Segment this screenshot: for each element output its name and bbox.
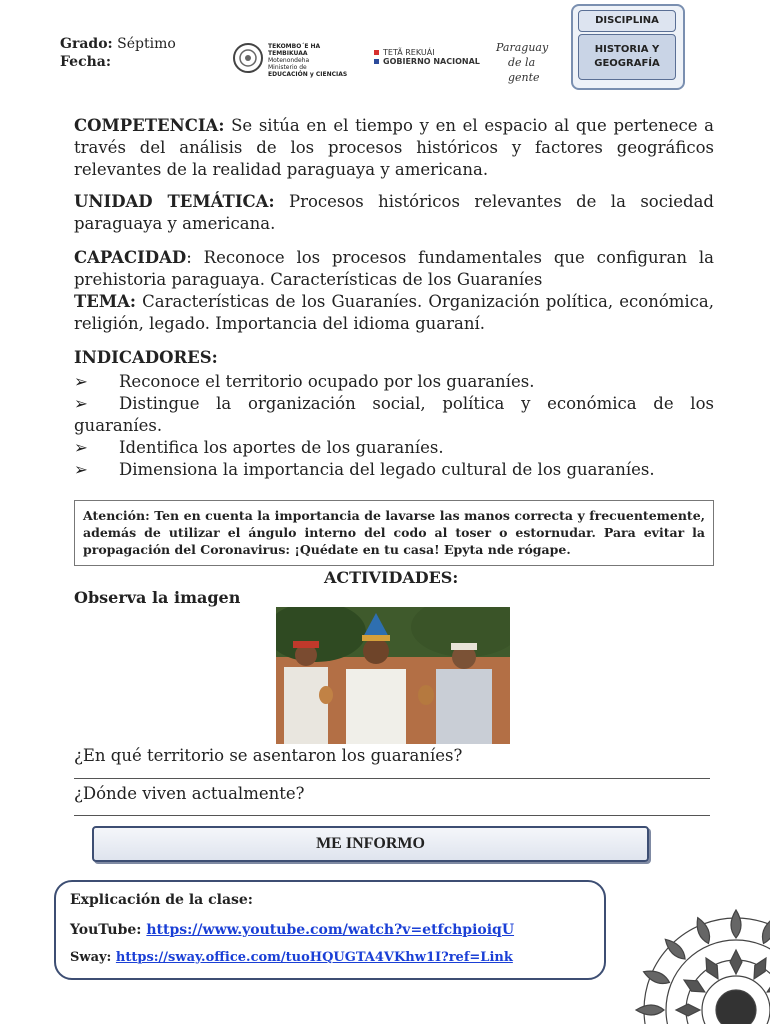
question-territorio: ¿En qué territorio se asentaron los guaraníes? bbox=[74, 746, 463, 765]
grado-line bbox=[60, 36, 176, 52]
indicador-text: Reconoce el territorio ocupado por los guaraníes. bbox=[119, 372, 535, 391]
mec-line1: TEKOMBO´E HA TEMBIKUAA bbox=[268, 43, 321, 57]
grado-label: Grado: bbox=[60, 36, 113, 52]
flag-red-icon bbox=[374, 50, 379, 55]
flag-blue-icon bbox=[374, 59, 379, 64]
youtube-link[interactable]: https://www.youtube.com/watch?v=etfchpioiqU bbox=[146, 922, 515, 938]
youtube-line bbox=[70, 922, 590, 938]
mandala-icon bbox=[606, 880, 770, 1024]
guarani-photo bbox=[276, 607, 510, 744]
grado-value: Séptimo bbox=[117, 36, 176, 52]
unidad-paragraph bbox=[74, 191, 714, 235]
answer-line bbox=[74, 778, 710, 779]
me-informo-banner: ME INFORMO bbox=[92, 826, 649, 862]
capacidad-label: CAPACIDAD bbox=[74, 248, 187, 267]
fecha-label: Fecha: bbox=[60, 54, 112, 70]
arrow-bullet-icon: ➢ bbox=[74, 394, 88, 413]
paraguay-logo bbox=[496, 40, 566, 84]
capacidad-text: : Reconoce los procesos fundamentales que configuran la prehistoria paraguaya. Características de los Guaraníes bbox=[74, 248, 714, 289]
gobierno-line2: GOBIERNO NACIONAL bbox=[383, 57, 480, 66]
arrow-bullet-icon: ➢ bbox=[74, 372, 88, 391]
indicador-item bbox=[74, 393, 714, 437]
competencia-text: Se sitúa en el tiempo y en el espacio al que pertenece a través del análisis de los procesos históricos y factores geográficos relevantes de la realidad paraguaya y americana. bbox=[74, 116, 714, 179]
gobierno-line1: TETÃ REKUÁI bbox=[383, 48, 435, 57]
competencia-paragraph bbox=[74, 115, 714, 181]
tema-label: TEMA: bbox=[74, 292, 137, 311]
sway-label: Sway: bbox=[70, 950, 112, 965]
indicadores-label: INDICADORES: bbox=[74, 348, 218, 367]
mec-seal-icon bbox=[232, 42, 264, 74]
disciplina-line1: HISTORIA Y bbox=[594, 44, 660, 55]
mandala-decoration bbox=[606, 880, 770, 1024]
tema-paragraph bbox=[74, 291, 714, 335]
mec-line2: Motenondeha bbox=[268, 57, 310, 64]
indicador-item bbox=[74, 371, 714, 393]
tema-text: Características de los Guaraníes. Organización política, económica, religión, legado. Importancia del idioma guaraní. bbox=[74, 292, 714, 333]
competencia-label: COMPETENCIA: bbox=[74, 116, 225, 135]
answer-line bbox=[74, 815, 710, 816]
covid-notice: Atención: Ten en cuenta la importancia de lavarse las manos correcta y frecuentemente, además de utilizar el ángulo interno del codo al toser o estornudar. Para evitar la propagación del Coronavirus: ¡Quédate en tu casa! Epyta nde rógape. bbox=[74, 500, 714, 566]
indicador-text: Distingue la organización social, política y económica de los guaraníes. bbox=[74, 394, 714, 435]
paraguay-line2: de la gente bbox=[508, 56, 540, 84]
mec-logo bbox=[232, 42, 360, 78]
unidad-text: Procesos históricos relevantes de la sociedad paraguaya y americana. bbox=[74, 192, 714, 233]
actividades-title: ACTIVIDADES: bbox=[324, 568, 459, 587]
gobierno-logo bbox=[374, 48, 489, 70]
unidad-label: UNIDAD TEMÁTICA: bbox=[74, 192, 275, 211]
indicador-text: Dimensiona la importancia del legado cultural de los guaraníes. bbox=[119, 460, 655, 479]
arrow-bullet-icon: ➢ bbox=[74, 438, 88, 457]
observa-label: Observa la imagen bbox=[74, 588, 241, 607]
explicacion-title: Explicación de la clase: bbox=[70, 892, 253, 908]
question-actualmente: ¿Dónde viven actualmente? bbox=[74, 784, 305, 803]
paraguay-line1: Paraguay bbox=[496, 41, 549, 54]
sway-link[interactable]: https://sway.office.com/tuoHQUGTA4VKhw1I?ref=Link bbox=[115, 950, 513, 965]
capacidad-paragraph bbox=[74, 247, 714, 291]
indicador-item bbox=[74, 437, 714, 459]
disciplina-line2: GEOGRAFÍA bbox=[594, 58, 660, 69]
disciplina-title: DISCIPLINA bbox=[578, 10, 676, 32]
indicador-item bbox=[74, 459, 714, 481]
explicacion-box bbox=[54, 880, 606, 980]
mec-line3: Ministerio de bbox=[268, 64, 307, 71]
indicador-text: Identifica los aportes de los guaraníes. bbox=[119, 438, 444, 457]
mec-line4: EDUCACIÓN y CIENCIAS bbox=[268, 71, 348, 78]
youtube-label: YouTube: bbox=[70, 922, 142, 938]
sway-line bbox=[70, 950, 590, 965]
disciplina-subject bbox=[578, 34, 676, 80]
arrow-bullet-icon: ➢ bbox=[74, 460, 88, 479]
